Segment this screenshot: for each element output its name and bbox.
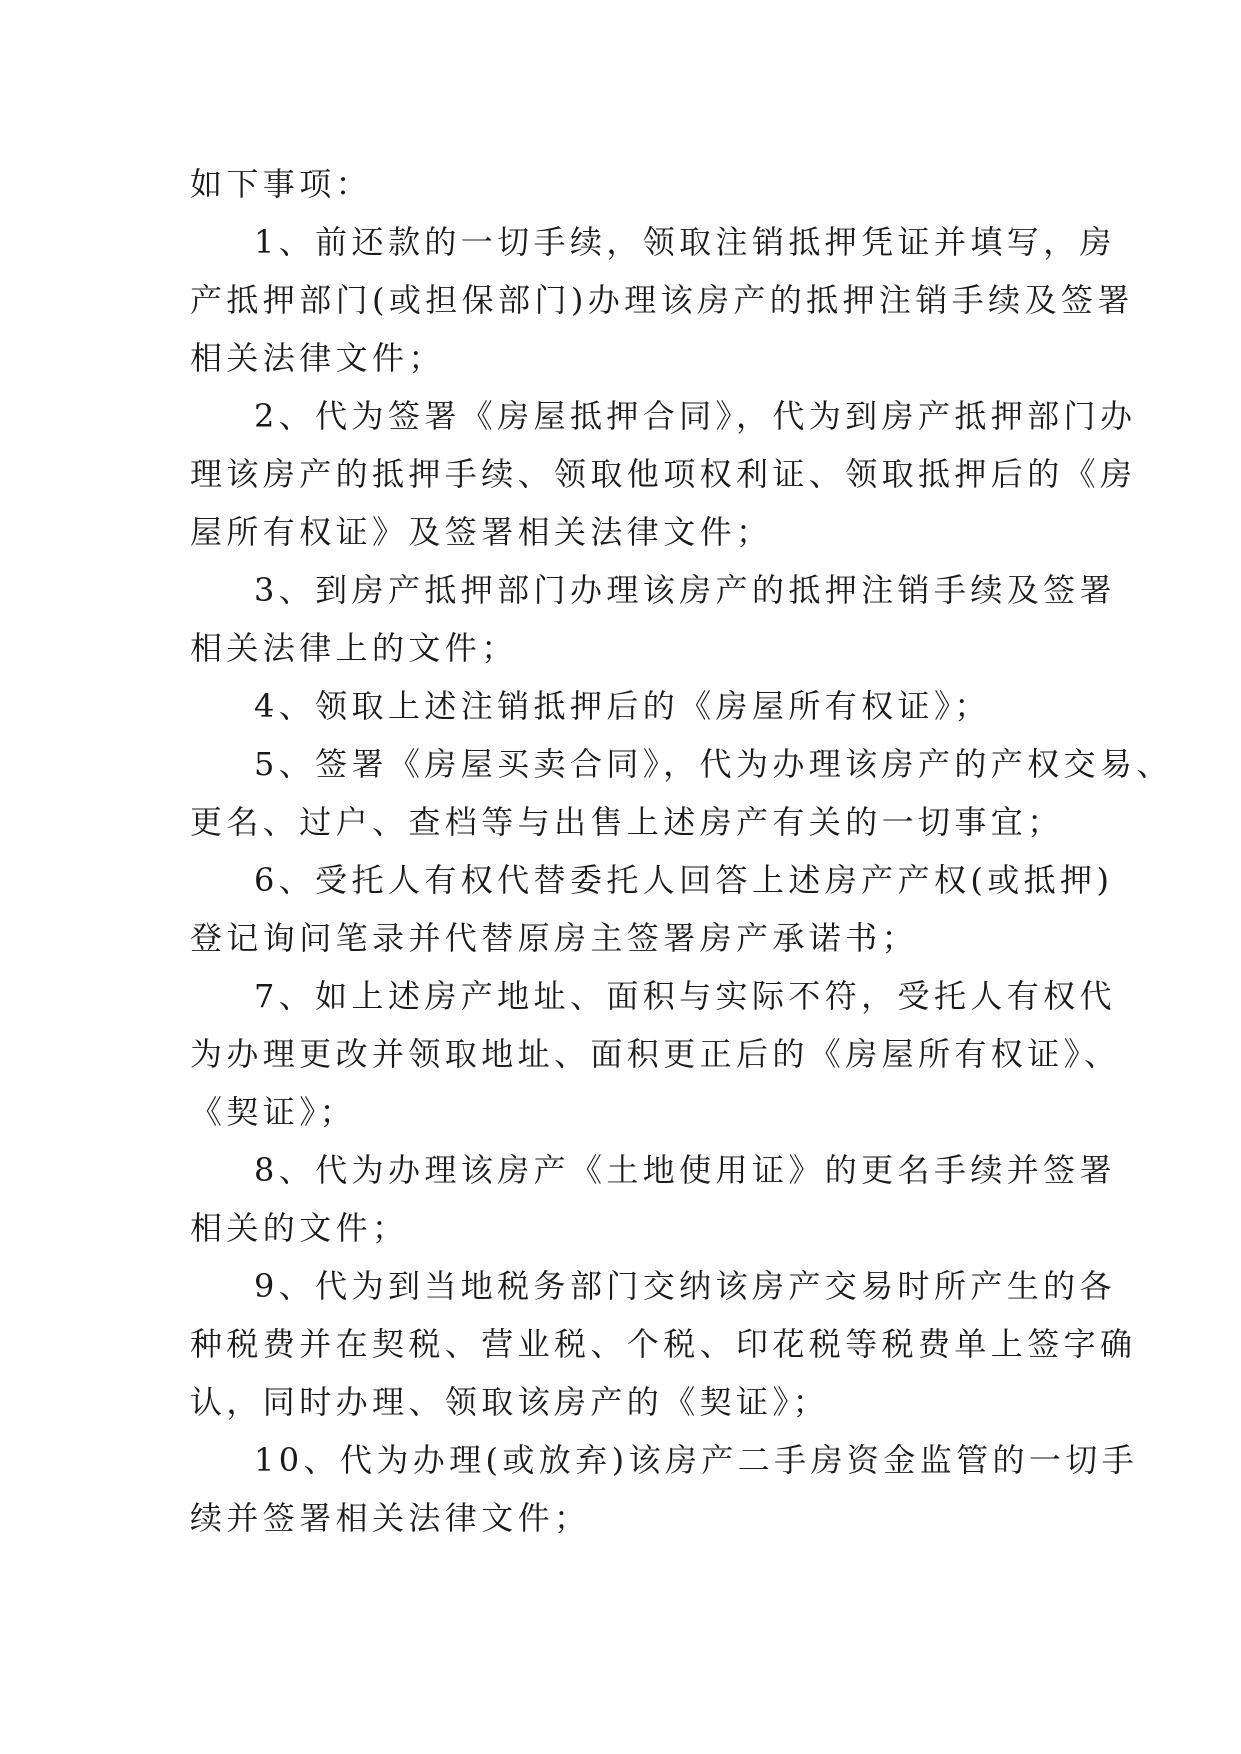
paragraph xyxy=(190,213,1134,387)
text-line: 2、代为签署《房屋抵押合同》，代为到房产抵押部门办 xyxy=(254,397,1137,435)
text-line: 3、到房产抵押部门办理该房产的抵押注销手续及签署 xyxy=(254,571,1116,609)
text-line: 登记询问笔录并代替原房主签署房产承诺书； xyxy=(190,919,919,957)
paragraph xyxy=(190,1257,1137,1431)
text-line: 相关的文件； xyxy=(190,1209,409,1247)
text-line: 如下事项： xyxy=(190,165,373,203)
text-line: 种税费并在契税、营业税、个税、印花税等税费单上签字确 xyxy=(190,1325,1137,1363)
text-line: 1、前还款的一切手续，领取注销抵押凭证并填写，房 xyxy=(254,223,1116,261)
paragraph xyxy=(190,735,1173,851)
text-line: 《契证》； xyxy=(190,1093,357,1131)
text-line: 更名、过户、查档等与出售上述房产有关的一切事宜； xyxy=(190,803,1064,841)
text-line: 9、代为到当地税务部门交纳该房产交易时所产生的各 xyxy=(254,1267,1116,1305)
text-line: 续并签署相关法律文件； xyxy=(190,1499,591,1537)
paragraph xyxy=(190,677,1054,735)
document-body xyxy=(190,155,1173,1547)
paragraph xyxy=(190,1141,1116,1257)
text-line: 为办理更改并领取地址、面积更正后的《房屋所有权证》、 xyxy=(190,1035,1121,1073)
paragraph xyxy=(190,967,1121,1141)
paragraph xyxy=(190,155,1054,213)
text-line: 理该房产的抵押手续、领取他项权利证、领取抵押后的《房 xyxy=(190,455,1137,493)
text-line: 屋所有权证》及签署相关法律文件； xyxy=(190,513,773,551)
paragraph xyxy=(190,561,1116,677)
paragraph xyxy=(190,851,1114,967)
paragraph xyxy=(190,1431,1139,1547)
text-line: 相关法律文件； xyxy=(190,339,445,377)
text-line: 认，同时办理、领取该房产的《契证》； xyxy=(190,1383,830,1421)
paragraph xyxy=(190,387,1137,561)
text-line: 8、代为办理该房产《土地使用证》的更名手续并签署 xyxy=(254,1151,1116,1189)
text-line: 6、受托人有权代替委托人回答上述房产产权(或抵押) xyxy=(254,861,1114,899)
text-line: 7、如上述房产地址、面积与实际不符，受托人有权代 xyxy=(254,977,1116,1015)
text-line: 10、代为办理(或放弃)该房产二手房资金监管的一切手 xyxy=(254,1441,1139,1479)
text-line: 相关法律上的文件； xyxy=(190,629,518,667)
text-line: 产抵押部门(或担保部门)办理该房产的抵押注销手续及签署 xyxy=(190,281,1134,319)
text-line: 5、签署《房屋买卖合同》，代为办理该房产的产权交易、 xyxy=(254,745,1173,783)
text-line: 4、领取上述注销抵押后的《房屋所有权证》； xyxy=(254,687,991,725)
